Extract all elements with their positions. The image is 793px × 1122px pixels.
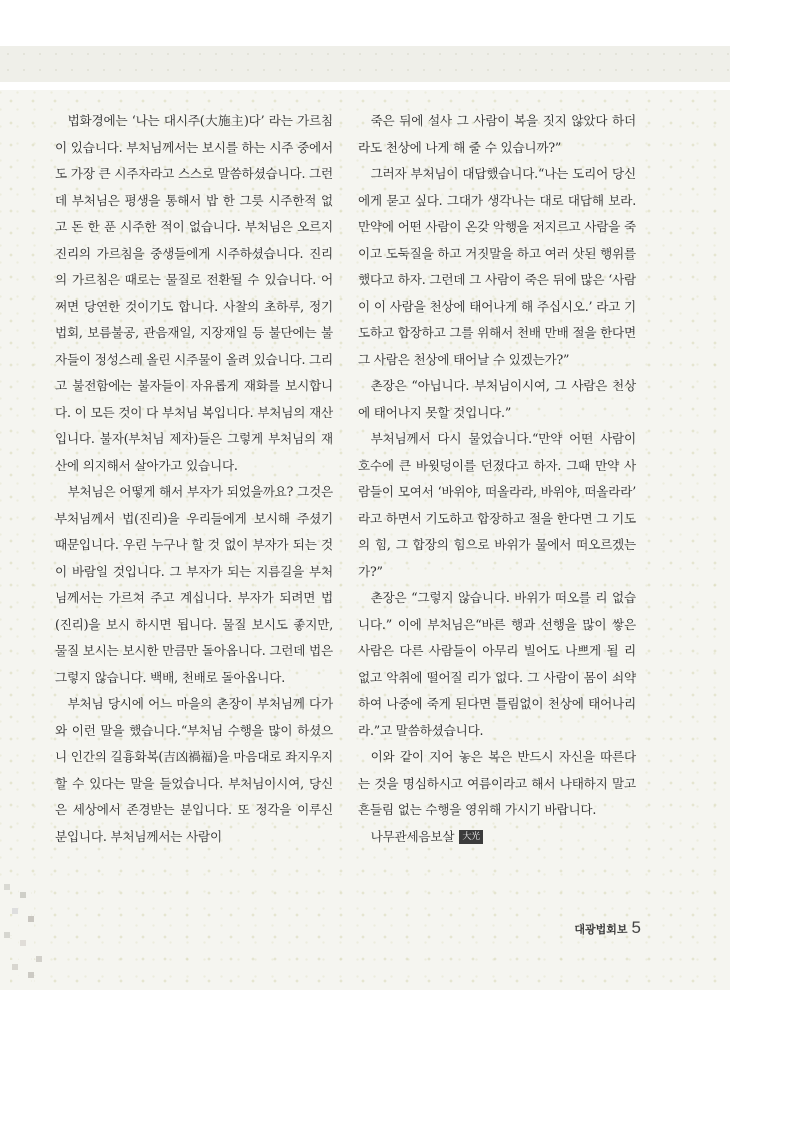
decorative-dot-pattern: [0, 880, 44, 984]
header-band: [0, 46, 730, 82]
right-column: [358, 108, 636, 850]
signature-text: 나무관세음보살: [370, 828, 455, 844]
left-column: [55, 108, 333, 850]
page-number: 5: [631, 918, 641, 937]
seal-mark: 大光: [459, 830, 483, 844]
paragraph: 부처님 당시에 어느 마을의 촌장이 부처님께 다가와 이런 말을 했습니다.“부처님 수행을 많이 하셨으니 인간의 길흉화복(吉凶禍福)을 마음대로 좌지우지할 수 있다는 말을 들었습니다. 부처님이시여, 당신은 세상에서 존경받는 분입니다. 또 정각을 이루신 분입니다. 부처님께서는 사람이: [55, 696, 333, 844]
paragraph: 촌장은 “그렇지 않습니다. 바위가 떠오를 리 없습니다.” 이에 부처님은“바른 행과 선행을 많이 쌓은 사람은 다른 사람들이 아무리 빌어도 나쁘게 될 리 없고 악취에 떨어질 리가 없다. 그 사람이 몸이 쇠약하여 나중에 죽게 된다면 틀림없이 천상에 태어나리라.”고 말씀하셨습니다.: [358, 590, 636, 738]
paragraph: 죽은 뒤에 설사 그 사람이 복을 짓지 않았다 하더라도 천상에 나게 해 줄 수 있습니까?”: [358, 113, 636, 155]
paragraph: 이와 같이 지어 놓은 복은 반드시 자신을 따른다는 것을 명심하시고 여름이라고 해서 나태하지 말고 흔들림 없는 수행을 영위해 가시기 바랍니다.: [358, 749, 636, 817]
paragraph: 그러자 부처님이 대답했습니다.“나는 도리어 당신에게 묻고 싶다. 그대가 생각나는 대로 대답해 보라. 만약에 어떤 사람이 온갖 악행을 저지르고 사람을 죽이고 도둑질을 하고 거짓말을 하고 여러 삿된 행위를 했다고 하자. 그런데 그 사람이 죽은 뒤에 많은 ‘사람이 이 사람을 천상에 태어나게 해 주십시오.’ 라고 기도하고 합장하고 그를 위해서 천배 만배 절을 한다면 그 사람은 천상에 태어날 수 있겠는가?”: [358, 166, 636, 367]
paragraph: 부처님은 어떻게 해서 부자가 되었을까요? 그것은 부처님께서 법(진리)을 우리들에게 보시해 주셨기 때문입니다. 우린 누구나 할 것 없이 부자가 되는 것이 바람일 것입니다. 그 부자가 되는 지름길을 부처님께서는 가르쳐 주고 계십니다. 부자가 되려면 법(진리)을 보시 하시면 됩니다. 물질 보시도 좋지만, 물질 보시는 보시한 만큼만 돌아옵니다. 그런데 법은 그렇지 않습니다. 백배, 천배로 돌아옵니다.: [55, 484, 333, 685]
page-footer: [574, 918, 641, 938]
signature: [358, 824, 636, 851]
paragraph: 촌장은 “아닙니다. 부처님이시여, 그 사람은 천상에 태어나지 못할 것입니다.”: [358, 378, 636, 420]
paragraph: 법화경에는 ‘나는 대시주(大施主)다’ 라는 가르침이 있습니다. 부처님께서는 보시를 하는 시주 중에서도 가장 큰 시주자라고 스스로 말씀하셨습니다. 그런데 부처님은 평생을 통해서 밥 한 그릇 시주한적 없고 돈 한 푼 시주한 적이 없습니다. 부처님은 오르지 진리의 가르침을 중생들에게 시주하셨습니다. 진리의 가르침은 때로는 물질로 전환될 수 있습니다. 어쩌면 당연한 것이기도 합니다. 사찰의 초하루, 정기법회, 보름불공, 관음재일, 지장재일 등 불단에는 불자들이 정성스레 올린 시주물이 올려 있습니다. 그리고 불전함에는 불자들이 자유롭게 재화를 보시합니다. 이 모든 것이 다 부처님 복입니다. 부처님의 재산입니다. 불자(부처님 제자)들은 그렇게 부처님의 재산에 의지해서 살아가고 있습니다.: [55, 113, 333, 473]
paragraph: 부처님께서 다시 물었습니다.“만약 어떤 사람이 호수에 큰 바윗덩이를 던졌다고 하자. 그때 만약 사람들이 모여서 ‘바위야, 떠올라라, 바위야, 떠올라라’ 라고 하면서 기도하고 합장하고 절을 한다면 그 기도의 힘, 그 합장의 힘으로 바위가 물에서 떠오르겠는가?”: [358, 431, 636, 579]
magazine-name: 대광법회보: [574, 923, 628, 936]
